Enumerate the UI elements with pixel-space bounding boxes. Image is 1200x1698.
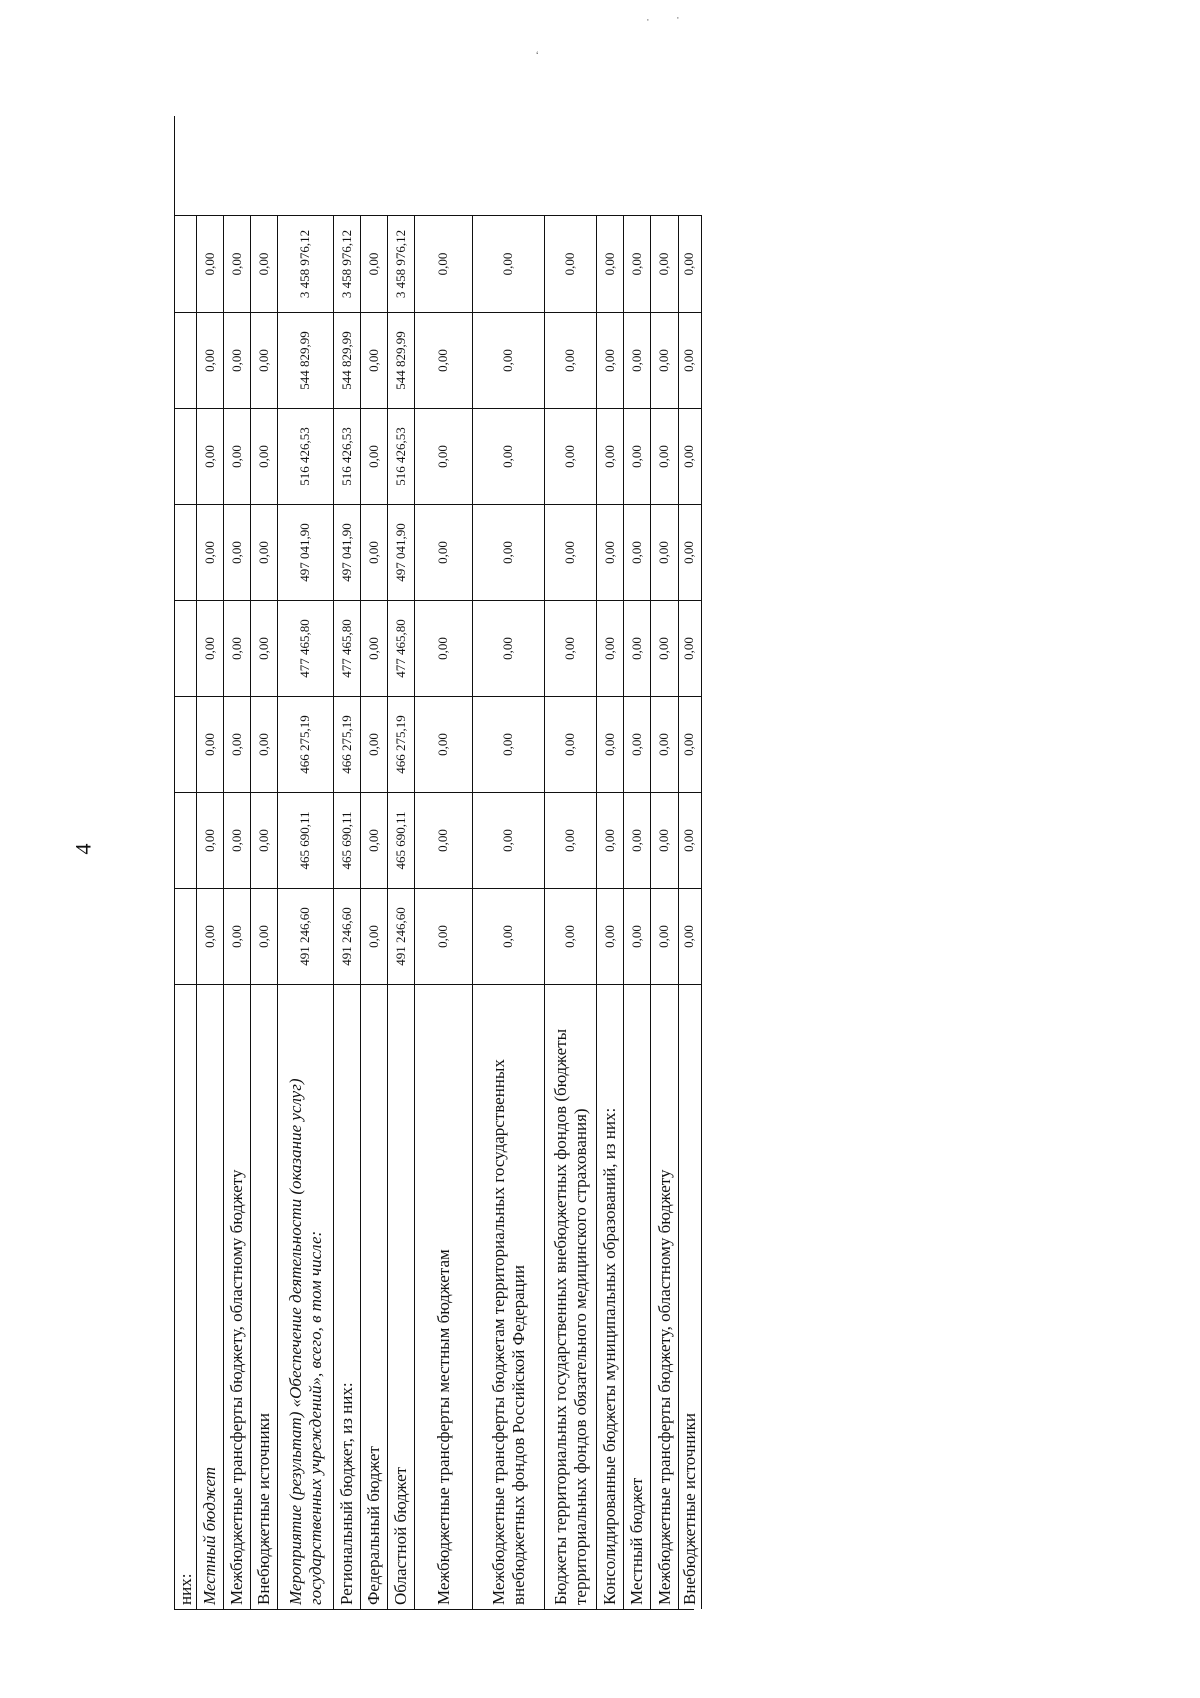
value-cell: 0,00 <box>224 696 251 792</box>
value-cell: 0,00 <box>651 408 679 504</box>
value-cell: 0,00 <box>197 888 224 984</box>
value-cell: 0,00 <box>415 600 473 696</box>
scan-mark: ‘ <box>536 50 539 62</box>
value-cell: 497 041,90 <box>278 504 334 600</box>
value-cell: 0,00 <box>624 504 651 600</box>
value-cell: 0,00 <box>415 215 473 312</box>
value-cell: 0,00 <box>545 600 597 696</box>
value-cell: 0,00 <box>197 696 224 792</box>
value-cell: 0,00 <box>251 792 278 888</box>
value-cell: 0,00 <box>473 696 545 792</box>
value-cell: 466 275,19 <box>334 696 361 792</box>
value-cell: 0,00 <box>624 696 651 792</box>
row-label: Консолидированные бюджеты муниципальных образований, из них: <box>597 984 624 1609</box>
value-cell: 0,00 <box>545 504 597 600</box>
value-cell: 3 458 976,12 <box>278 215 334 312</box>
value-cell: 0,00 <box>415 696 473 792</box>
value-cell: 0,00 <box>597 312 624 408</box>
value-cell: 3 458 976,12 <box>388 215 415 312</box>
value-cell: 0,00 <box>224 888 251 984</box>
value-cell: 0,00 <box>251 312 278 408</box>
value-cell: 0,00 <box>251 215 278 312</box>
value-cell: 0,00 <box>224 215 251 312</box>
value-cell <box>175 888 197 984</box>
value-cell: 0,00 <box>197 312 224 408</box>
value-cell <box>175 600 197 696</box>
row-label: Внебюджетные источники <box>679 984 702 1609</box>
value-cell: 0,00 <box>361 888 388 984</box>
value-cell: 0,00 <box>624 600 651 696</box>
value-cell: 465 690,11 <box>278 792 334 888</box>
value-cell: 0,00 <box>651 696 679 792</box>
value-cell: 477 465,80 <box>334 600 361 696</box>
value-cell: 0,00 <box>361 600 388 696</box>
row-label: Областной бюджет <box>388 984 415 1609</box>
row-label: Федеральный бюджет <box>361 984 388 1609</box>
value-cell: 0,00 <box>651 215 679 312</box>
value-cell: 0,00 <box>624 312 651 408</box>
row-label: Местный бюджет <box>624 984 651 1609</box>
value-cell: 0,00 <box>224 408 251 504</box>
value-cell: 0,00 <box>361 312 388 408</box>
value-cell: 0,00 <box>361 696 388 792</box>
row-label: Внебюджетные источники <box>251 984 278 1609</box>
value-cell: 0,00 <box>473 888 545 984</box>
row-label: Региональный бюджет, из них: <box>334 984 361 1609</box>
value-cell: 0,00 <box>545 312 597 408</box>
value-cell: 497 041,90 <box>334 504 361 600</box>
value-cell: 466 275,19 <box>278 696 334 792</box>
value-cell: 0,00 <box>679 408 702 504</box>
value-cell: 0,00 <box>679 215 702 312</box>
value-cell: 0,00 <box>224 504 251 600</box>
value-cell: 0,00 <box>415 888 473 984</box>
value-cell: 0,00 <box>197 408 224 504</box>
value-cell: 0,00 <box>251 504 278 600</box>
value-cell: 0,00 <box>651 600 679 696</box>
value-cell: 0,00 <box>597 888 624 984</box>
value-cell: 516 426,53 <box>388 408 415 504</box>
value-cell: 0,00 <box>651 312 679 408</box>
value-cell <box>175 504 197 600</box>
value-cell: 0,00 <box>415 504 473 600</box>
value-cell: 491 246,60 <box>388 888 415 984</box>
row-label: Межбюджетные трансферты бюджету, областному бюджету <box>651 984 679 1609</box>
value-cell: 0,00 <box>197 215 224 312</box>
value-cell: 0,00 <box>679 792 702 888</box>
value-cell: 544 829,99 <box>388 312 415 408</box>
row-label: Местный бюджет <box>197 984 224 1609</box>
value-cell: 465 690,11 <box>334 792 361 888</box>
value-cell: 0,00 <box>251 600 278 696</box>
value-cell: 466 275,19 <box>388 696 415 792</box>
value-cell: 477 465,80 <box>388 600 415 696</box>
value-cell: 0,00 <box>361 504 388 600</box>
value-cell: 0,00 <box>197 600 224 696</box>
value-cell: 544 829,99 <box>278 312 334 408</box>
value-cell: 0,00 <box>651 504 679 600</box>
value-cell: 0,00 <box>251 408 278 504</box>
value-cell: 0,00 <box>415 792 473 888</box>
value-cell: 0,00 <box>679 696 702 792</box>
value-cell <box>175 312 197 408</box>
value-cell: 491 246,60 <box>334 888 361 984</box>
value-cell: 3 458 976,12 <box>334 215 361 312</box>
value-cell: 0,00 <box>679 888 702 984</box>
value-cell: 0,00 <box>624 408 651 504</box>
value-cell <box>175 696 197 792</box>
row-label: Бюджеты территориальных государственных внебюджетных фондов (бюджеты территориальных фондов обязательного медицинского страхования) <box>545 984 597 1609</box>
scan-mark: · <box>646 14 650 26</box>
row-label: Мероприятие (результат) «Обеспечение деятельности (оказание услуг) государственных учреждений», всего, в том числе: <box>278 984 334 1609</box>
value-cell: 0,00 <box>473 792 545 888</box>
value-cell: 0,00 <box>597 696 624 792</box>
value-cell: 477 465,80 <box>278 600 334 696</box>
value-cell: 0,00 <box>415 408 473 504</box>
value-cell: 0,00 <box>473 408 545 504</box>
value-cell: 0,00 <box>545 888 597 984</box>
value-cell: 491 246,60 <box>278 888 334 984</box>
value-cell: 0,00 <box>197 504 224 600</box>
value-cell: 0,00 <box>251 696 278 792</box>
value-cell: 0,00 <box>624 792 651 888</box>
value-cell: 0,00 <box>624 888 651 984</box>
value-cell: 0,00 <box>361 792 388 888</box>
value-cell: 0,00 <box>415 312 473 408</box>
value-cell: 0,00 <box>224 600 251 696</box>
value-cell: 0,00 <box>545 696 597 792</box>
value-cell: 497 041,90 <box>388 504 415 600</box>
value-cell: 0,00 <box>679 312 702 408</box>
row-label: Межбюджетные трансферты местным бюджетам <box>415 984 473 1609</box>
value-cell: 0,00 <box>224 792 251 888</box>
value-cell: 0,00 <box>361 408 388 504</box>
value-cell: 0,00 <box>545 408 597 504</box>
value-cell: 0,00 <box>473 312 545 408</box>
scan-mark: · <box>676 12 680 24</box>
value-cell: 465 690,11 <box>388 792 415 888</box>
value-cell: 0,00 <box>624 215 651 312</box>
value-cell: 0,00 <box>473 215 545 312</box>
value-cell: 0,00 <box>679 504 702 600</box>
value-cell: 0,00 <box>545 792 597 888</box>
value-cell: 0,00 <box>597 504 624 600</box>
value-cell <box>175 215 197 312</box>
row-label: Межбюджетные трансферты бюджету, областному бюджету <box>224 984 251 1609</box>
value-cell: 0,00 <box>597 215 624 312</box>
value-cell: 0,00 <box>361 215 388 312</box>
value-cell: 0,00 <box>651 888 679 984</box>
value-cell: 0,00 <box>597 792 624 888</box>
value-cell: 0,00 <box>473 600 545 696</box>
value-cell: 0,00 <box>597 408 624 504</box>
value-cell: 516 426,53 <box>334 408 361 504</box>
budget-table <box>174 116 699 1610</box>
value-cell: 0,00 <box>473 504 545 600</box>
value-cell <box>175 792 197 888</box>
value-cell: 544 829,99 <box>334 312 361 408</box>
value-cell: 0,00 <box>224 312 251 408</box>
value-cell: 0,00 <box>679 600 702 696</box>
value-cell: 0,00 <box>251 888 278 984</box>
value-cell: 0,00 <box>197 792 224 888</box>
page-number: 4 <box>70 843 96 855</box>
budget-table-frame <box>174 116 699 1610</box>
value-cell: 516 426,53 <box>278 408 334 504</box>
value-cell: 0,00 <box>597 600 624 696</box>
value-cell <box>175 408 197 504</box>
row-label: Межбюджетные трансферты бюджетам территориальных государственных внебюджетных фондов Российской Федерации <box>473 984 545 1609</box>
value-cell: 0,00 <box>651 792 679 888</box>
value-cell: 0,00 <box>545 215 597 312</box>
row-label: них: <box>175 984 197 1609</box>
